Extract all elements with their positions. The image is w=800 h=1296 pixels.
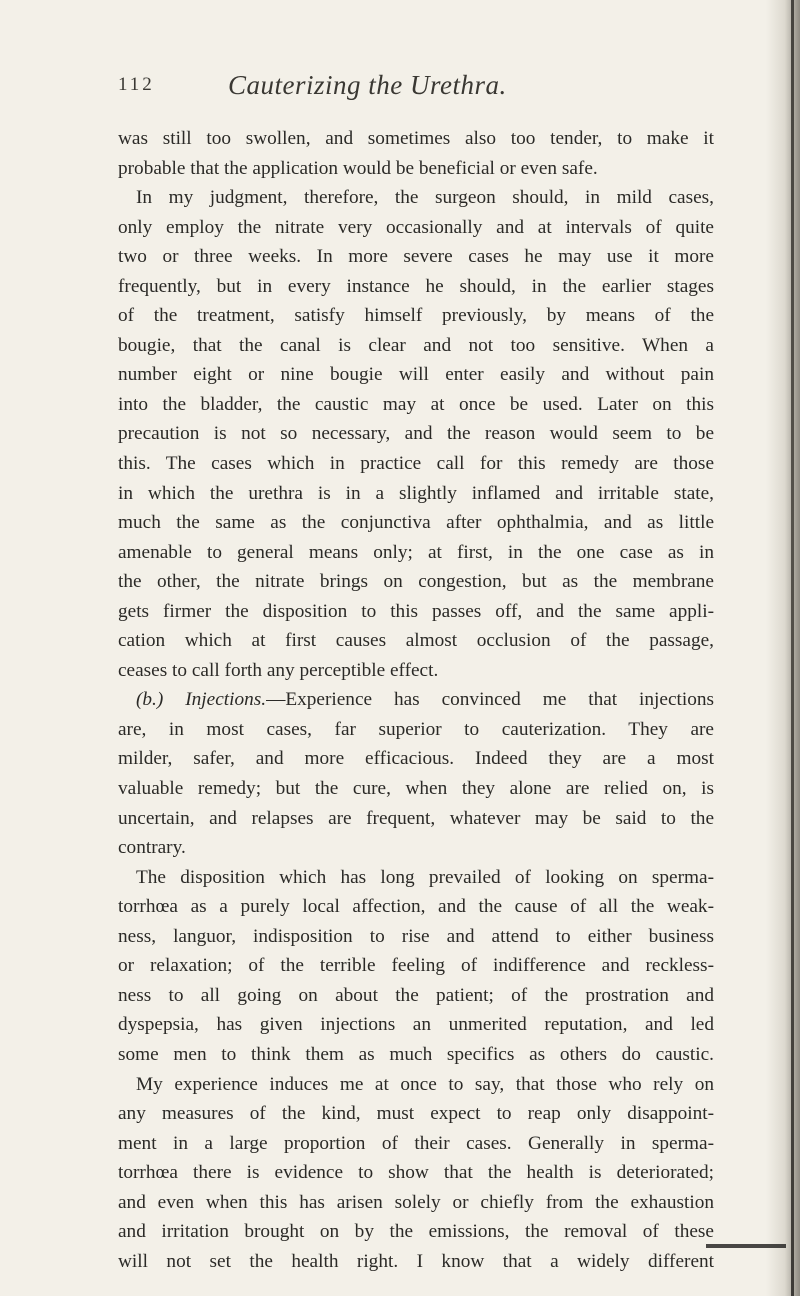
page-edge-shadow bbox=[766, 0, 800, 1296]
page-bottom-mark bbox=[706, 1244, 786, 1248]
text-line: dyspepsia, has given injections an unmerited reputation, and led bbox=[118, 1014, 714, 1036]
text-line: much the same as the conjunctiva after ophthalmia, and as little bbox=[118, 512, 714, 534]
page-number: 112 bbox=[118, 74, 155, 95]
text-line: into the bladder, the caustic may at once be used. Later on this bbox=[118, 393, 714, 415]
text-line: any measures of the kind, must expect to reap only disappoint- bbox=[118, 1103, 714, 1125]
text-line: this. The cases which in practice call for this remedy are those bbox=[118, 453, 714, 475]
text-line: number eight or nine bougie will enter easily and without pain bbox=[118, 364, 714, 386]
text-line: only employ the nitrate very occasionally and at intervals of quite bbox=[118, 216, 714, 238]
text-line: torrhœa as a purely local affection, and the cause of all the weak- bbox=[118, 896, 714, 918]
text-line: uncertain, and relapses are frequent, whatever may be said to the bbox=[118, 807, 714, 829]
text-line: ceases to call forth any perceptible effect. bbox=[118, 659, 439, 681]
body-text bbox=[118, 124, 714, 1276]
text-line: frequently, but in every instance he should, in the earlier stages bbox=[118, 275, 714, 297]
text-line: bougie, that the canal is clear and not too sensitive. When a bbox=[118, 334, 714, 356]
text-line: precaution is not so necessary, and the reason would seem to be bbox=[118, 423, 714, 445]
text-line: My experience induces me at once to say, that those who rely on bbox=[136, 1073, 714, 1095]
text-line: milder, safer, and more efficacious. Indeed they are a most bbox=[118, 748, 714, 770]
text-line: or relaxation; of the terrible feeling of indifference and reckless- bbox=[118, 955, 714, 977]
text-line: torrhœa there is evidence to show that the health is deteriorated; bbox=[118, 1162, 714, 1184]
text-line: probable that the application would be beneficial or even safe. bbox=[118, 157, 598, 179]
page-edge-line bbox=[791, 0, 794, 1296]
text-line: ment in a large proportion of their cases. Generally in sperma- bbox=[118, 1132, 714, 1154]
section-heading: (b.) Injections. bbox=[136, 689, 267, 711]
text-line: ness to all going on about the patient; of the prostration and bbox=[118, 984, 714, 1006]
text-line: valuable remedy; but the cure, when they alone are relied on, is bbox=[118, 778, 714, 800]
text-line-section-b bbox=[118, 685, 714, 715]
section-heading-continuation: —Experience has convinced me that injections bbox=[266, 689, 714, 711]
text-line: gets firmer the disposition to this passes off, and the same appli- bbox=[118, 600, 714, 622]
text-line: two or three weeks. In more severe cases he may use it more bbox=[118, 246, 714, 268]
text-line: amenable to general means only; at first, in the one case as in bbox=[118, 541, 714, 563]
text-line: and even when this has arisen solely or chiefly from the exhaustion bbox=[118, 1191, 714, 1213]
text-line: will not set the health right. I know that a widely different bbox=[118, 1250, 714, 1272]
text-line: some men to think them as much specifics as others do caustic. bbox=[118, 1043, 714, 1065]
text-line: cation which at first causes almost occlusion of the passage, bbox=[118, 630, 714, 652]
text-line: and irritation brought on by the emissions, the removal of these bbox=[118, 1221, 714, 1243]
text-line: The disposition which has long prevailed of looking on sperma- bbox=[136, 866, 714, 888]
text-line: In my judgment, therefore, the surgeon should, in mild cases, bbox=[136, 187, 714, 209]
text-line: of the treatment, satisfy himself previously, by means of the bbox=[118, 305, 714, 327]
running-title: Cauterizing the Urethra. bbox=[228, 70, 507, 100]
text-line: the other, the nitrate brings on congestion, but as the membrane bbox=[118, 571, 714, 593]
text-line: was still too swollen, and sometimes also too tender, to make it bbox=[118, 128, 714, 149]
text-line: contrary. bbox=[118, 837, 186, 859]
text-line: in which the urethra is in a slightly inflamed and irritable state, bbox=[118, 482, 714, 504]
text-line: are, in most cases, far superior to cauterization. They are bbox=[118, 718, 714, 740]
text-line: ness, languor, indisposition to rise and attend to either business bbox=[118, 925, 714, 947]
running-head bbox=[118, 70, 718, 110]
